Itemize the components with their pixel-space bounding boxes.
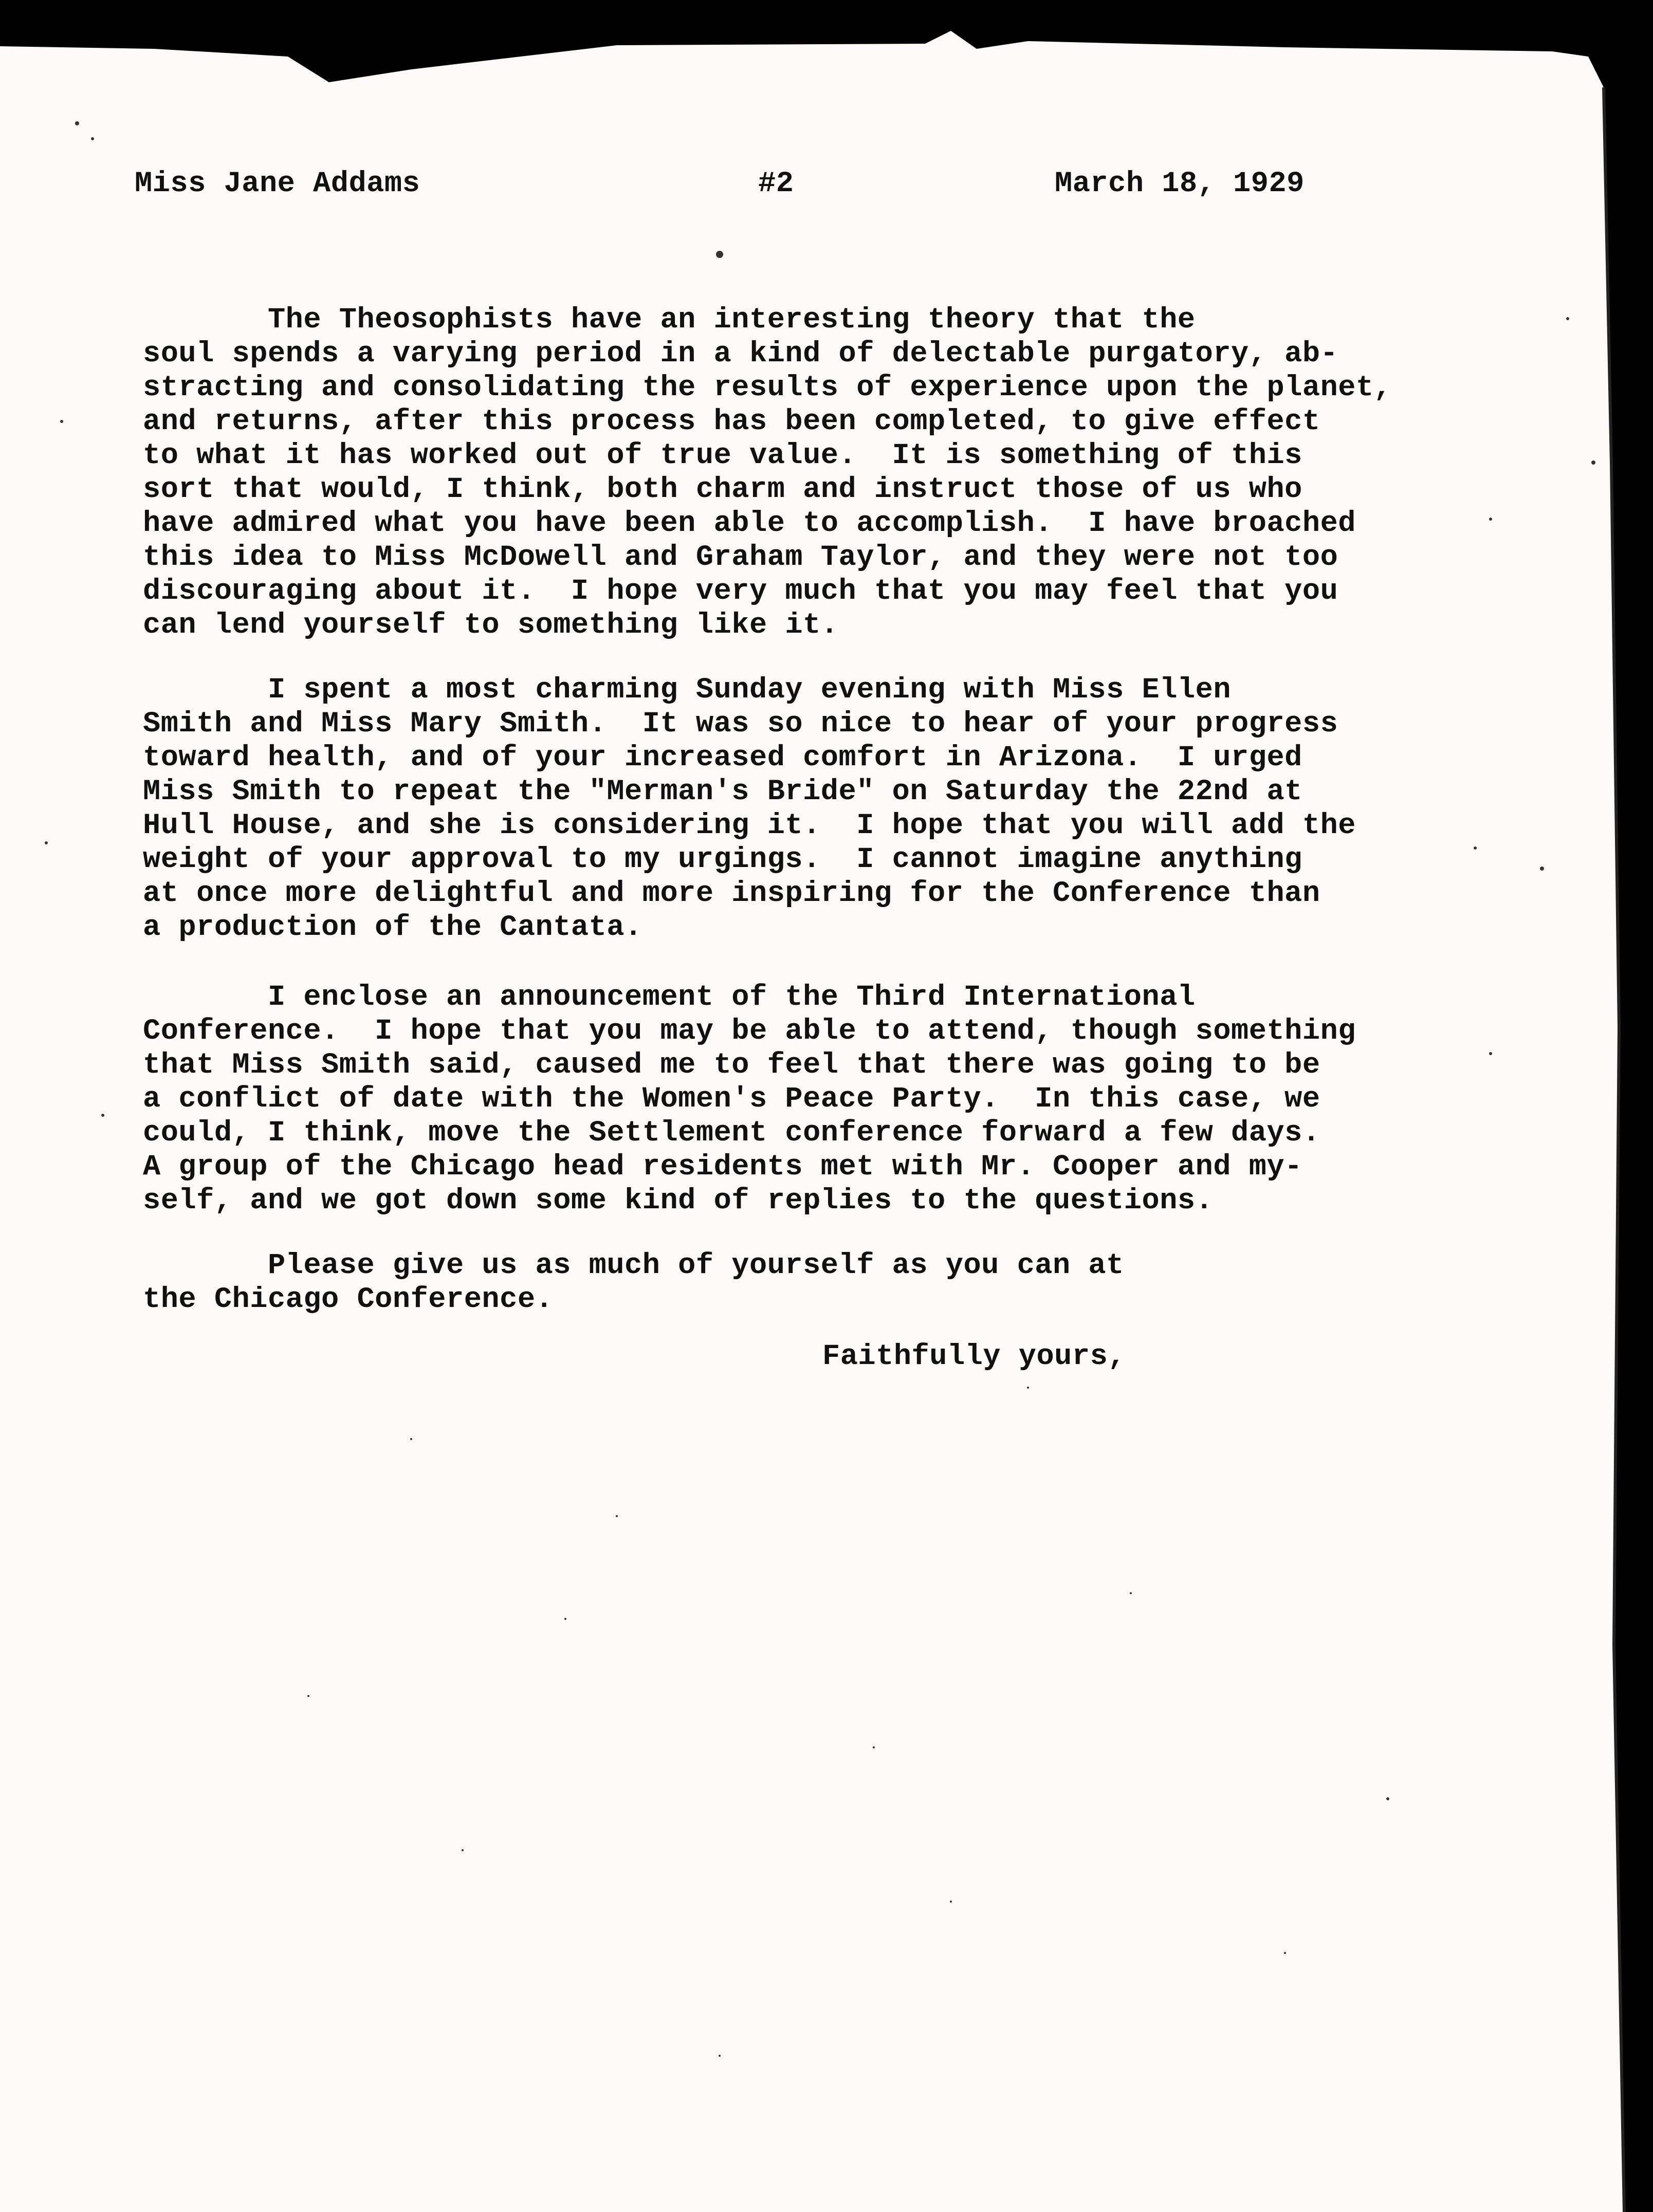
paragraph-line: I enclose an announcement of the Third International <box>143 981 1196 1014</box>
paragraph-line: a conflict of date with the Women's Peace Party. In this case, we <box>143 1083 1320 1116</box>
closing-salutation: Faithfully yours, <box>822 1340 1126 1373</box>
paragraph-line: a production of the Cantata. <box>143 911 642 944</box>
paragraph-line: I spent a most charming Sunday evening with Miss Ellen <box>143 674 1232 707</box>
paragraph-line: soul spends a varying period in a kind of delectable purgatory, ab- <box>143 338 1338 371</box>
paragraph-line: have admired what you have been able to accomplish. I have broached <box>143 507 1356 540</box>
recipient-name: Miss Jane Addams <box>135 168 420 200</box>
paragraph-line: and returns, after this process has been completed, to give effect <box>143 405 1320 438</box>
paragraph-line: that Miss Smith said, caused me to feel that there was going to be <box>143 1049 1320 1082</box>
paragraph-line: self, and we got down some kind of replies to the questions. <box>143 1185 1214 1218</box>
paragraph-line: Conference. I hope that you may be able to attend, though something <box>143 1015 1356 1048</box>
paragraph-line: stracting and consolidating the results of experience upon the planet, <box>143 372 1392 404</box>
paragraph-line: Miss Smith to repeat the "Merman's Bride" on Saturday the 22nd at <box>143 776 1302 808</box>
paragraph-line: Hull House, and she is considering it. I hope that you will add the <box>143 809 1356 842</box>
letter-date: March 18, 1929 <box>1055 168 1305 200</box>
paragraph-line: weight of your approval to my urgings. I cannot imagine anything <box>143 843 1302 876</box>
page-number: #2 <box>758 168 794 200</box>
paragraph-line: discouraging about it. I hope very much that you may feel that you <box>143 575 1338 608</box>
paragraph-line: the Chicago Conference. <box>143 1283 554 1316</box>
paragraph-line: could, I think, move the Settlement conference forward a few days. <box>143 1117 1320 1150</box>
paragraph-line: The Theosophists have an interesting theory that the <box>143 304 1196 337</box>
paragraph-line: Please give us as much of yourself as you can at <box>143 1249 1124 1282</box>
paragraph-line: can lend yourself to something like it. <box>143 609 839 642</box>
paragraph-line: at once more delightful and more inspiring for the Conference than <box>143 877 1320 910</box>
paragraph-line: toward health, and of your increased comfort in Arizona. I urged <box>143 742 1302 775</box>
paragraph-line: A group of the Chicago head residents met with Mr. Cooper and my- <box>143 1151 1302 1184</box>
paragraph-line: this idea to Miss McDowell and Graham Taylor, and they were not too <box>143 541 1338 574</box>
paragraph-line: Smith and Miss Mary Smith. It was so nice to hear of your progress <box>143 708 1338 741</box>
paragraph-line: sort that would, I think, both charm and instruct those of us who <box>143 473 1302 506</box>
paragraph-line: to what it has worked out of true value. It is something of this <box>143 439 1302 472</box>
